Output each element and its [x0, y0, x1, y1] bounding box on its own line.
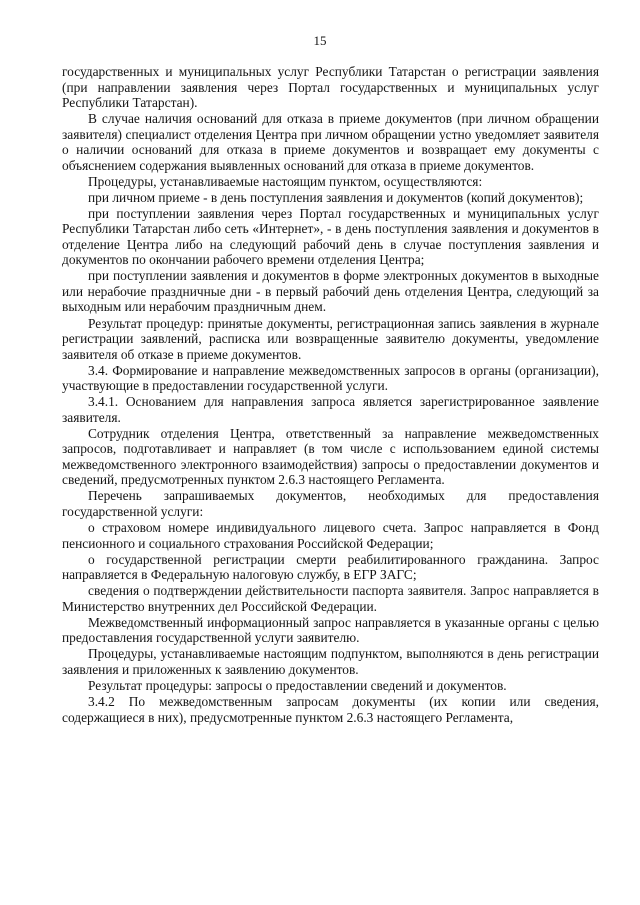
list-item: о государственной регистрации смерти реабилитированного гражданина. Запрос направляется в Федеральную налоговую службу, в ЕГР ЗАГС;: [62, 551, 599, 583]
section-heading: 3.4. Формирование и направление межведомственных запросов в органы (организации), участвующие в предоставлении государственной услуги.: [62, 362, 599, 394]
paragraph: Процедуры, устанавливаемые настоящим пунктом, осуществляются:: [88, 173, 483, 189]
paragraph: при поступлении заявления через Портал государственных и муниципальных услуг Республики Татарстан либо сеть «Интернет», - в день поступления заявления и документов в отделение Центра либо на следующий рабочий день в случае поступления заявления и документов по окончании рабочего времени отделения Центра;: [62, 205, 599, 268]
paragraph: Перечень запрашиваемых документов, необходимых для предоставления государственной услуги:: [62, 488, 599, 519]
paragraph: Межведомственный информационный запрос направляется в указанные органы с целью предоставления государственной услуги заявителю.: [62, 614, 599, 646]
paragraph: Процедуры, устанавливаемые настоящим подпунктом, выполняются в день регистрации заявления и приложенных к заявлению документов.: [62, 646, 599, 677]
document-body: [62, 64, 599, 726]
paragraph: Сотрудник отделения Центра, ответственный за направление межведомственных запросов, подготавливает и направляет (в том числе с использованием единой системы межведомственного электронного взаимодействия) запросы о предоставлении документов и сведений, предусмотренных пунктом 2.6.3 настоящего Регламента.: [62, 425, 599, 488]
paragraph: при поступлении заявления и документов в форме электронных документов в выходные или нерабочие праздничные дни - в первый рабочий день отделения Центра, следующий за выходным или нерабочим праздничным днем.: [62, 268, 599, 315]
list-item: о страховом номере индивидуального лицевого счета. Запрос направляется в Фонд пенсионного и социального страхования Российской Федерации;: [62, 520, 599, 551]
list-item: сведения о подтверждении действительности паспорта заявителя. Запрос направляется в Министерство внутренних дел Российской Федерации.: [62, 583, 599, 614]
page-number: 15: [313, 33, 327, 48]
paragraph: В случае наличия оснований для отказа в приеме документов (при личном обращении заявителя) специалист отделения Центра при личном обращении устно уведомляет заявителя о наличии оснований для отказа в приеме документов и возвращает ему документы с объяснением содержания выявленных оснований для отказа в приеме документов.: [62, 111, 599, 173]
paragraph: государственных и муниципальных услуг Республики Татарстан о регистрации заявления (при направлении заявления через Портал государственных и муниципальных услуг Республики Татарстан).: [62, 64, 599, 110]
paragraph: Результат процедур: принятые документы, регистрационная запись заявления в журнале регистрации заявлений, расписка или возвращенные заявителю документы, уведомление заявителя об отказе в приеме документов.: [62, 315, 599, 362]
paragraph: при личном приеме - в день поступления заявления и документов (копий документов);: [88, 189, 584, 205]
paragraph: Результат процедуры: запросы о предоставлении сведений и документов.: [88, 678, 507, 693]
subsection-heading: 3.4.1. Основанием для направления запроса является зарегистрированное заявление заявителя.: [62, 394, 599, 425]
subsection-heading: 3.4.2 По межведомственным запросам документы (их копии или сведения, содержащиеся в них), предусмотренные пунктом 2.6.3 настоящего Регламента,: [62, 694, 599, 725]
